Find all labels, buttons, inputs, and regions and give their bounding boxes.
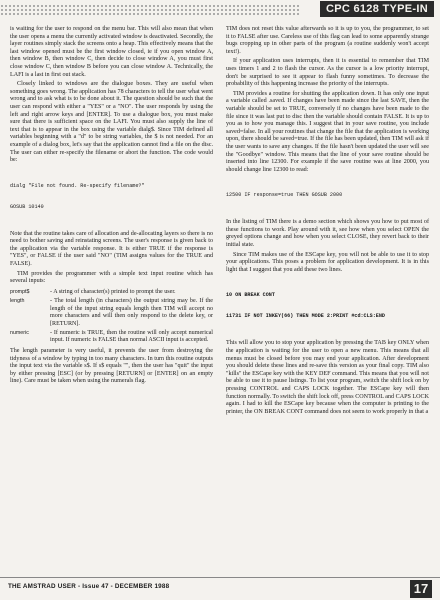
left-paragraph-1: is waiting for the user to respond on the menu bar. This will also mean that when the user opens a menu the currently activated window is deactivated. Secondly, the layer routines simply stack the screens onto a heap. This effectively means that the last window opened must be the first window closed, ie if you open window A, then window B, then window C, then decide to close window A, you must first close window C, then window B before you can close window A. Technically, the LAFI is a last in first out stack. [10,26,213,78]
right-paragraph-1: TIM does not reset this value afterwards so it is up to you, the programmer, to set it to FALSE after use. Careless use of this flag can lead to some apparently strange bugs cropping up in other parts of the program (a routine suddenly won't accept text!). [226,26,429,55]
right-paragraph-6: This will allow you to stop your application by pressing the TAB key ONLY when the application is waiting for the user to open a new menu. This means that all menus must be closed before you may end your application. After development you should delete these lines and re-save this version as your final copy. TIM also "kills" the ESCape key with the KEY DEF command. This means that you will not be able to use it to pause listings. To list your program, switch the shift lock on by pressing CONTROL and CAPS LOCK together. The ESCape key will then function normally. To switch the shift lock off, press CONTROL and CAPS LOCK again. I had to kill the ESCape key because when the computer is printing to the printer, the ON BREAK CONT command does not seem to work properly in that a [226,340,429,415]
definition-term: length [10,297,25,304]
definition-desc: - If numeric is TRUE, then the routine will only accept numerical input. If numeric is FALSE than normal ASCII input is accepted. [50,329,213,344]
definition-desc: - A string of character(s) printed to prompt the user. [50,288,176,295]
definition-desc: - The total length (in characters) the output string may be. If the length of the input string equals length then TIM will accept no more characters and will then only respond to the delete key, or [RETURN]. [50,297,213,327]
page-footer [0,577,440,600]
page-header [0,0,440,20]
page-number: 17 [410,580,432,598]
code-line: 10 ON BREAK CONT [226,292,275,299]
input-parameter-list [10,289,213,345]
section-title: CPC 6128 TYPE-IN [320,1,434,17]
code-line: 12500 IF response=true THEN GOSUB 2000 [226,192,343,199]
code-block-dialog [10,169,213,225]
header-dot-pattern [0,4,300,16]
code-line: dialg "File not found. Re-specify filename?" [10,182,145,189]
definition-row [10,289,213,297]
code-line: GOSUB 10140 [10,203,44,210]
left-paragraph-5: The length parameter is very useful, it prevents the user from destroying the tidyness of a window by typing in too many characters. In turn this routine outputs the input text via the variable s$. If s$ equals "", then the user has "quit" the input by either pressing [ESC] (or by pressing [RETURN] or [ENTER] on an empty line). Care must be taken when using the numerals flag. [10,348,213,385]
code-block-break [226,278,429,334]
code-line: 11731 IF NOT INKEY(66) THEN MODE 2:PRINT #cd:CLS:END [226,313,385,320]
right-paragraph-3: TIM provides a routine for shutting the application down. It has only one input a variable called .saved. If changes have been made since the last SAVE, then the variable should be set to TRUE, conversely if no changes have been made to the file since it was last put to disc then the variable should contain FALSE. It is up to you as to how you manage this. I suggest that in your save routine, you include saved=false. In all your routines that change the file that the application is working upon, there should be saved=true. If the file has been updated, then TIM will ask if the user wants to save any changes. If the file hasn't been updated the user will see the "Goodbye" window. This means that the line of your save routine should be inserted into line 12300. For example if the save routine was at line 2000, you should change line 12300 to read: [226,90,429,173]
definition-row [10,330,213,345]
definition-row [10,298,213,328]
right-paragraph-5: Since TIM makes use of the ESCape key, you will not be able to use it to stop your applications. This poses a problem for application development. It is in this light that I suggest that you add these two lines. [226,251,429,273]
right-column [226,26,429,418]
definition-term: numeric [10,329,29,336]
left-paragraph-2: Closely linked to windows are the dialogue boxes. They are useful when something goes wrong. The application has 78 characters to tell the user what went wrong and to ask what is to be done about it. The question should be such that the user can respond with either a "YES" or a "NO". The user responds by using the left and right arrow keys and [ENTER]. To use a dialogue box, you must make sure that there is sufficient space on the LAFI. You must also supply the line of text that is to appear in the box using the variable dialg$. Since TIM defined all variables beginning with a "d" to be string variables, the $ is not needed. For an example of a dialog box, let's say that the application cannot find a file on the disc. The user can either re-specify the filename or abort the function. The code would be: [10,81,213,164]
definition-term: prompt$ [10,288,30,295]
left-paragraph-3: Note that the routine takes care of allocation and de-allocating layers so there is no need to bother saving and reinstating screens. The user's response is given back to the application via the variable response. It is either TRUE if the response is "YES", or FALSE if the user said "NO" (TIM assigns values for the TRUE and FALSE). [10,230,213,268]
issue-line: THE AMSTRAD USER - Issue 47 - DECEMBER 1988 [8,583,170,590]
right-paragraph-2: If your application uses interrupts, then it is essential to remember that TIM uses timers 1 and 2 to flash the cursor. As the cursor is a low priority interrupt, don't be surprised to see it appear to flash funny sometimes. To decrease the probability of this happening increase the priority of the interrupts. [226,58,429,88]
right-paragraph-4: In the listing of TIM there is a demo section which shows you how to put most of these functions to work. Play around with it, see how when you select OPEN the greyed options change and how when you select CLOSE, they revert back to their initial state. [226,219,429,249]
code-block-save [226,178,429,213]
left-paragraph-4: TIM provides the programmer with a simple text input routine which has several inputs: [10,270,213,285]
left-column [10,26,213,388]
